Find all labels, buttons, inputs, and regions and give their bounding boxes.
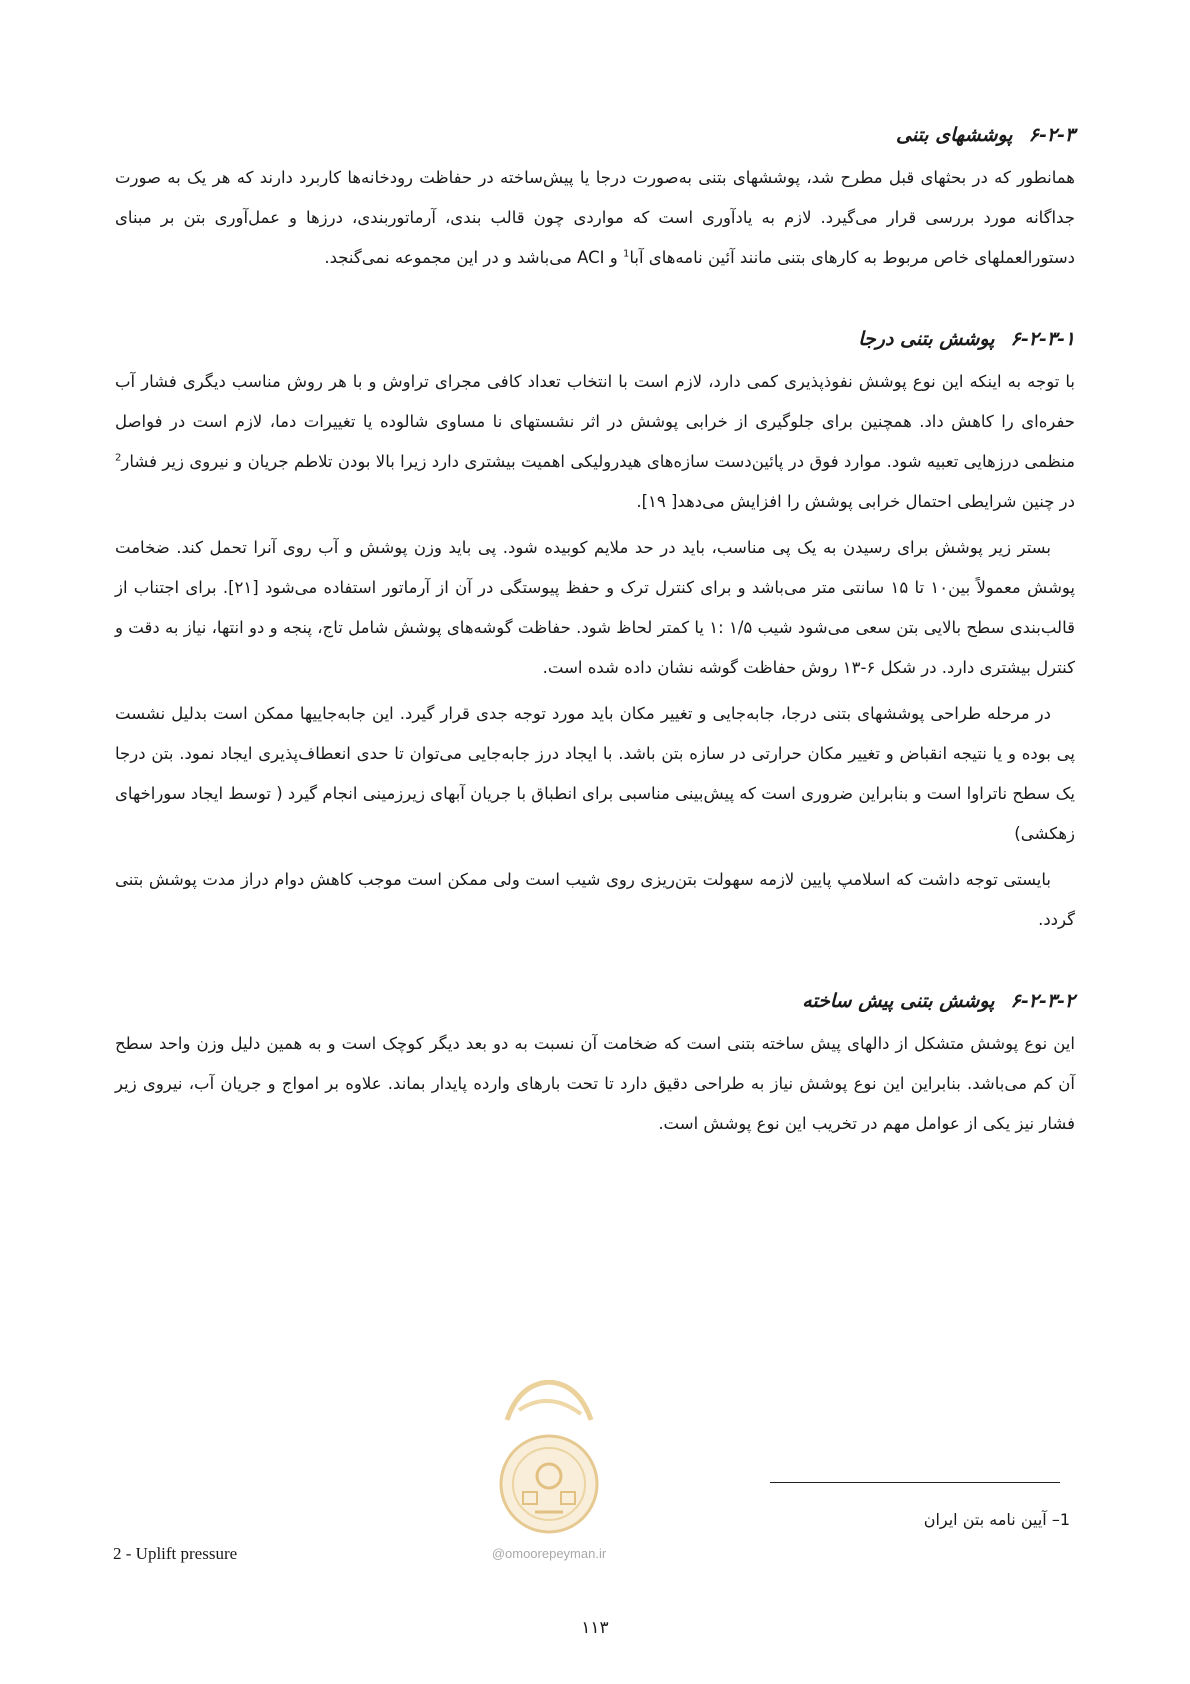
paragraph: همانطور که در بحثهای قبل مطرح شد، پوششهای بتنی به‌صورت درجا یا پیش‌ساخته در حفاظت رودخانه‌ها کاربرد دارند که هر یک به صورت جداگانه مورد بررسی قرار می‌گیرد. لازم به یادآوری است که مواردی چون قالب بندی، آرماتوربندی، درزها و عمل‌آوری بتن بر مبنای دستورالعملهای خاص مربوط به کارهای بتنی مانند آئین نامه‌های آبا$^1$ و ACI می‌باشد و در این مجموعه نمی‌گنجد. xyxy=(115,168,1075,267)
paragraph: بایستی توجه داشت که اسلامپ پایین لازمه سهولت بتن‌ریزی روی شیب است ولی ممکن است موجب کاهش دوام دراز مدت پوشش بتنی گردد. xyxy=(115,870,1075,929)
footnote-divider xyxy=(770,1482,1060,1483)
footnote-ref: 1 xyxy=(622,248,630,260)
section-number: ۶-۲-۳ xyxy=(1028,124,1075,146)
section-number: ۶-۲-۳-۲ xyxy=(1010,990,1075,1012)
page-number: ۱۱۳ xyxy=(581,1618,609,1638)
watermark-logo xyxy=(489,1380,609,1560)
watermark-text: @omoorepeyman.ir xyxy=(491,1546,607,1561)
seal-icon xyxy=(489,1380,609,1540)
footnote-1: 1– آیین نامه بتن ایران xyxy=(923,1510,1070,1529)
paragraph: این نوع پوشش متشکل از دالهای پیش ساخته بتنی است که ضخامت آن نسبت به دو بعد دیگر کوچک است و به همین دلیل وزن واحد سطح آن کم می‌باشد. بنابراین این نوع پوشش نیاز به طراحی دقیق دارد تا تحت بارهای وارده پایدار بماند. علاوه بر امواج و جریان آب، نیروی زیر فشار نیز یکی از عوامل مهم در تخریب این نوع پوشش است. xyxy=(115,1034,1075,1133)
paragraph: در مرحله طراحی پوششهای بتنی درجا، جابه‌جایی و تغییر مکان باید مورد توجه جدی قرار گیرد. این جابه‌جاییها ممکن است بدلیل نشست پی بوده و یا نتیجه انقباض و تغییر مکان حرارتی در سازه بتن باشد. با ایجاد درز جابه‌جایی می‌توان تا حدی انعطاف‌پذیری ایجاد نمود. بتن درجا یک سطح ناتراوا است و بنابراین ضروری است که پیش‌بینی مناسبی برای انطباق با جریان آبهای زیرزمینی انجام گیرد ( توسط ایجاد سوراخهای زهکشی) xyxy=(115,704,1075,843)
footnote-ref: 2 xyxy=(115,452,122,464)
section-heading xyxy=(115,984,1075,1018)
section-number: ۶-۲-۳-۱ xyxy=(1010,328,1075,350)
section-title: پوشش بتنی درجا xyxy=(858,328,995,350)
footnote-2: 2 - Uplift pressure xyxy=(113,1544,238,1563)
section-title: پوششهای بتنی xyxy=(896,124,1013,146)
section-title: پوشش بتنی پیش ساخته xyxy=(802,990,995,1012)
paragraph: با توجه به اینکه این نوع پوشش نفوذپذیری کمی دارد، لازم است با انتخاب تعداد کافی مجرای تراوش و با هر روش مناسب دیگری فشار آب حفره‌ای را کاهش داد. همچنین برای جلوگیری از خرابی پوشش در اثر نشستهای نا مساوی شالوده یا تغییرات دما، لازم است در فواصل منظمی درزهایی تعبیه شود. موارد فوق در پائین‌دست سازه‌های هیدرولیکی اهمیت بیشتری دارد زیرا بالا بودن تلاطم جریان و نیروی زیر فشار$^2$ در چنین شرایطی احتمال خرابی پوشش را افزایش می‌دهد[ ۱۹]. xyxy=(115,372,1075,511)
paragraph: بستر زیر پوشش برای رسیدن به یک پی مناسب، باید در حد ملایم کوبیده شود. پی باید وزن پوشش و آب روی آنرا تحمل کند. ضخامت پوشش معمولاً بین۱۰ تا ۱۵ سانتی متر می‌باشد و برای کنترل ترک و حفظ پیوستگی در آن از آرماتور استفاده می‌شود [۲۱]. برای اجتناب از قالب‌بندی سطح بالایی بتن سعی می‌شود شیب ۱/۵ :۱ یا کمتر لحاظ شود. حفاظت گوشه‌های پوشش شامل تاج، پنجه و دو انتها، نیاز به دقت و کنترل بیشتری دارد. در شکل ۶-۱۳ روش حفاظت گوشه نشان داده شده است. xyxy=(115,538,1076,677)
section-heading xyxy=(115,322,1075,356)
section-heading xyxy=(115,118,1075,152)
main-content xyxy=(115,118,1075,1144)
